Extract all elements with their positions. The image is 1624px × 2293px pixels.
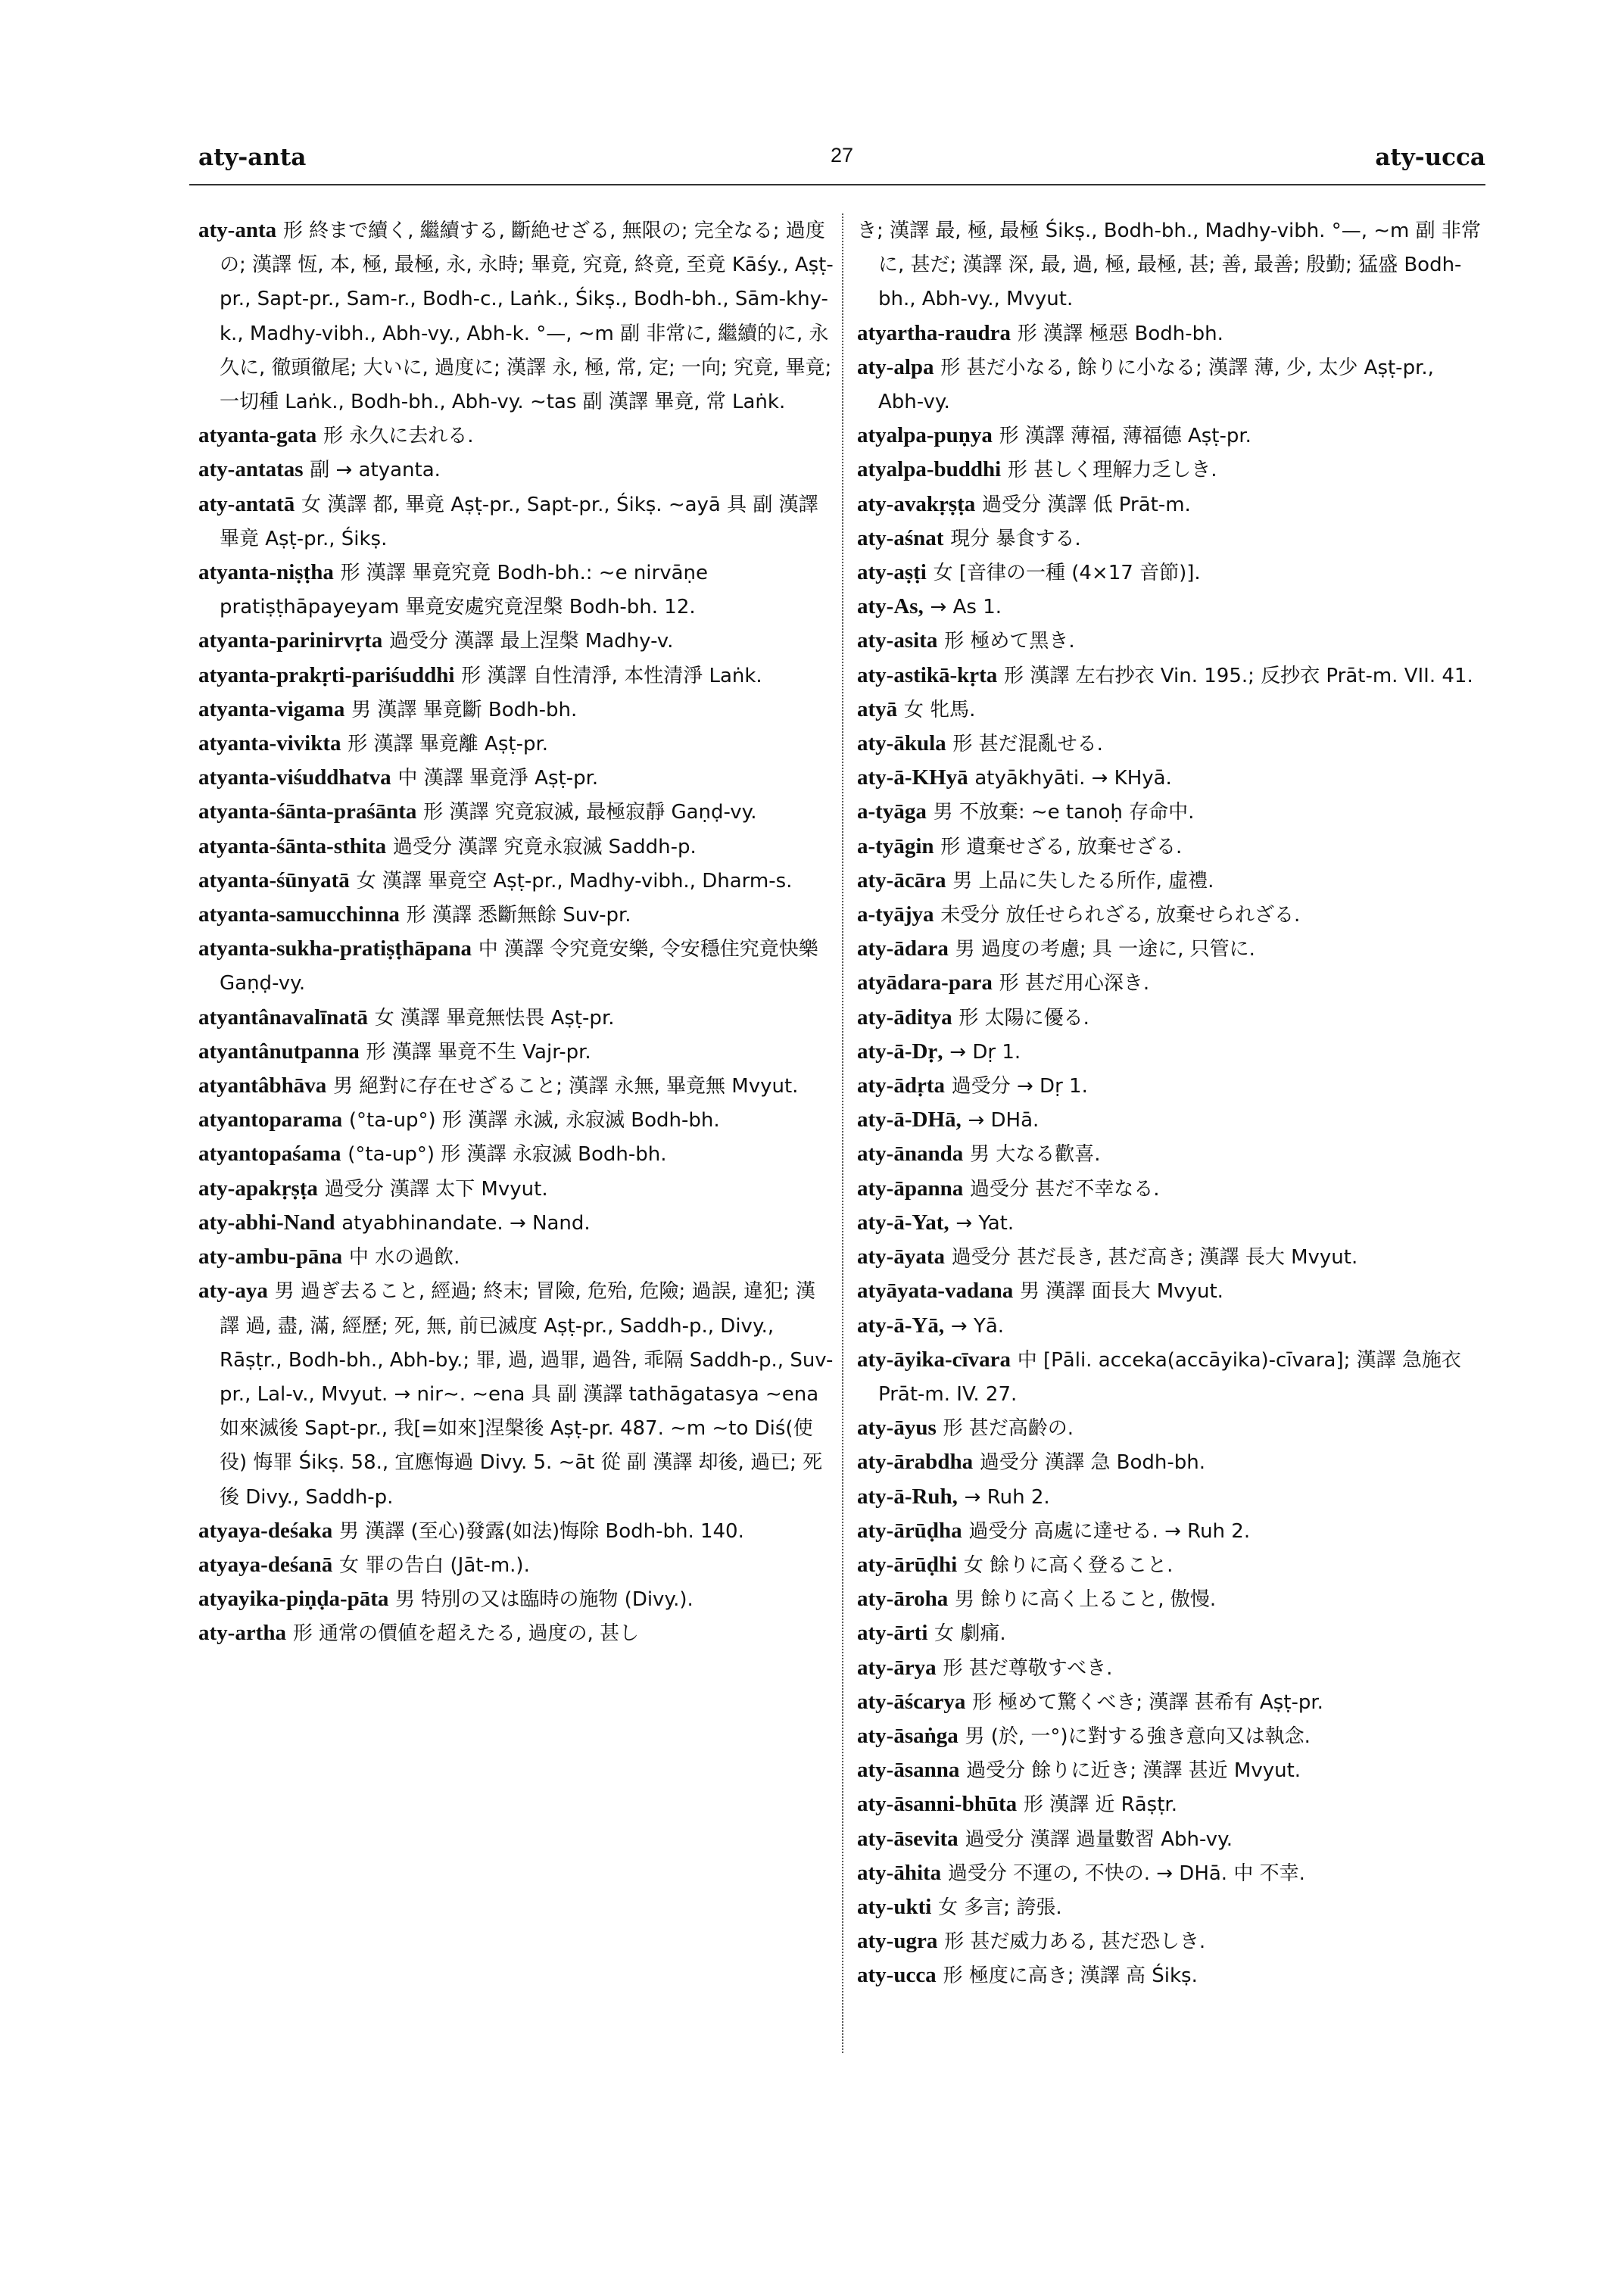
entry-headword: aty-apakṛṣṭa [198, 1176, 318, 1201]
entry-headword: aty-ucca [857, 1963, 937, 1988]
dictionary-entry [198, 1240, 834, 1274]
entry-headword: atyantoparama [198, 1108, 343, 1132]
dictionary-entry [198, 213, 834, 419]
dictionary-entry [198, 727, 834, 761]
entry-definition: → Yā. [950, 1314, 1005, 1338]
dictionary-entry [857, 1651, 1485, 1685]
entry-headword: aty-āsanni-bhūta [857, 1792, 1018, 1817]
entry-definition: 形 漢譯 左右抄衣 Vin. 195.; 反抄衣 Prāt-m. VII. 41. [1004, 664, 1473, 687]
entry-definition: 過受分 漢譯 太下 Mvyut. [324, 1177, 548, 1201]
entry-definition: 女 罪の告白 (Jāt-m.). [338, 1553, 530, 1577]
entry-definition: 男 特別の又は臨時の施物 (Divy.). [395, 1588, 694, 1612]
entry-headword: aty-ā-Dṛ, [857, 1039, 943, 1064]
entry-definition: → Dṛ 1. [949, 1040, 1021, 1064]
dictionary-entry [857, 1924, 1485, 1958]
entry-definition: (°ta-up°) 形 漢譯 永寂滅 Bodh-bh. [348, 1143, 667, 1167]
entry-definition: 形 甚だ高齡の. [943, 1417, 1074, 1441]
entry-definition: 男 漢譯 面長大 Mvyut. [1019, 1280, 1223, 1304]
dictionary-entry [198, 1582, 834, 1616]
dictionary-entry [857, 1001, 1485, 1035]
entry-definition: 中 水の過飲. [348, 1246, 460, 1270]
dictionary-entry [857, 932, 1485, 966]
entry-headword: aty-ā-Yā, [857, 1313, 945, 1338]
entry-headword: atyā [857, 696, 898, 721]
entry-definition: 過受分 甚だ長き, 甚だ高き; 漢譯 長大 Mvyut. [951, 1246, 1358, 1270]
dictionary-entry [857, 1616, 1485, 1650]
entry-headword: aty-āroha [857, 1587, 949, 1612]
dictionary-entry [857, 1685, 1485, 1719]
entry-definition: (°ta-up°) 形 漢譯 永滅, 永寂滅 Bodh-bh. [348, 1109, 720, 1132]
dictionary-entry [857, 1514, 1485, 1548]
dictionary-entry [857, 316, 1485, 350]
entry-headword: atyaya-deśanā [198, 1552, 333, 1577]
entry-headword: aty-āyika-cīvara [857, 1347, 1011, 1372]
entry-headword: a-tyāga [857, 799, 927, 824]
dictionary-entry [198, 898, 834, 932]
entry-headword: aty-āyus [857, 1416, 937, 1441]
entry-headword: aty-āhita [857, 1860, 942, 1885]
entry-definition: 形 漢譯 畢竟離 Aṣṭ-pr. [348, 733, 549, 756]
entry-headword: aty-alpa [857, 354, 934, 379]
entry-headword: aty-āścarya [857, 1689, 966, 1714]
entry-headword: aty-ākula [857, 731, 946, 756]
entry-definition: 形 甚しく理解力乏しき. [1007, 459, 1217, 482]
entry-headword: aty-asita [857, 628, 938, 653]
entry-definition: 男 不放棄: ∼e tanoḥ 存命中. [933, 801, 1195, 824]
dictionary-entry [857, 624, 1485, 658]
entry-headword: atyayika-piṇḍa-pāta [198, 1587, 389, 1612]
entry-definition: 形 甚だ小なる, 餘りに小なる; 漢譯 薄, 少, 太少 Aṣṭ-pr., Abh-vy. [878, 356, 1434, 414]
entry-headword: atyanta-śānta-sthita [198, 833, 387, 858]
entry-definition: 男 (於, 一°)に對する強き意向又は執念. [965, 1724, 1311, 1748]
entry-definition: 形 漢譯 畢竟究竟 Bodh-bh.: ∼e nirvāṇe pratiṣṭhāpayeyam 畢竟安處究竟涅槃 Bodh-bh. 12. [220, 562, 709, 619]
dictionary-entry [857, 864, 1485, 898]
entry-headword: aty-aya [198, 1279, 268, 1304]
dictionary-entry [857, 1411, 1485, 1445]
entry-headword: atyartha-raudra [857, 320, 1011, 345]
entry-definition: 形 漢譯 究竟寂滅, 最極寂靜 Gaṇḍ-vy. [423, 801, 757, 824]
entry-headword: aty-ā-DHā, [857, 1108, 962, 1132]
dictionary-entry [857, 350, 1485, 419]
entry-definition: 中 [Pāli. acceka(accāyika)-cīvara]; 漢譯 急施衣 Prāt-m. IV. 27. [878, 1348, 1461, 1406]
entry-headword: aty-aṣṭi [857, 560, 927, 585]
dictionary-entry [198, 453, 834, 487]
entry-headword: aty-ādara [857, 936, 949, 961]
entry-headword: atyanta-vigama [198, 696, 345, 721]
entry-headword: aty-āyata [857, 1245, 945, 1270]
dictionary-entry [198, 932, 834, 1000]
entry-definition: 女 漢譯 畢竟無怯畏 Aṣṭ-pr. [374, 1006, 615, 1030]
entry-headword: aty-ācāra [857, 868, 946, 893]
entry-headword: atyalpa-buddhi [857, 457, 1002, 482]
entry-definition: 女 牝馬. [903, 698, 976, 721]
page-header [198, 144, 1485, 182]
entry-definition: → DHā. [968, 1109, 1040, 1132]
page-number: 27 [830, 144, 854, 167]
entry-definition: 形 極めて驚くべき; 漢譯 甚希有 Aṣṭ-pr. [972, 1690, 1323, 1714]
dictionary-entry [198, 1206, 834, 1240]
entry-definition: 現分 暴食する. [950, 527, 1081, 550]
dictionary-entry [198, 1548, 834, 1582]
entry-definition: 形 漢譯 薄福, 薄福德 Aṣṭ-pr. [999, 425, 1252, 448]
entry-definition: 女 多言; 誇張. [938, 1896, 1062, 1919]
entry-definition: 女 [音律の一種 (4×17 音節)]. [933, 562, 1201, 585]
dictionary-entry [857, 1035, 1485, 1069]
entry-headword: atyanta-niṣṭha [198, 560, 334, 585]
dictionary-entry [857, 1274, 1485, 1308]
dictionary-entry [857, 1548, 1485, 1582]
dictionary-entry [857, 556, 1485, 590]
dictionary-entry [857, 213, 1485, 316]
entry-headword: aty-ārabdha [857, 1450, 974, 1475]
entry-definition: 過受分 → Dṛ 1. [951, 1075, 1088, 1098]
dictionary-entry [198, 795, 834, 829]
dictionary-entry [857, 795, 1485, 829]
entry-definition: 形 太陽に優る. [959, 1006, 1089, 1030]
header-rule [189, 184, 1485, 185]
entry-headword: aty-ā-KHyā [857, 765, 968, 790]
entry-headword: aty-astikā-kṛta [857, 662, 998, 687]
entry-headword: aty-ārya [857, 1655, 937, 1680]
dictionary-entry [198, 830, 834, 864]
entry-definition: 女 劇痛. [934, 1622, 1006, 1646]
dictionary-entry [857, 488, 1485, 522]
entry-definition: 女 餘りに高く登ること. [963, 1553, 1174, 1577]
dictionary-entry [198, 1035, 834, 1069]
dictionary-entry [857, 1069, 1485, 1103]
entry-definition: 副 → atyanta. [310, 459, 441, 482]
dictionary-entry [198, 1514, 834, 1548]
entry-headword: aty-āsevita [857, 1826, 959, 1851]
entry-definition: き; 漢譯 最, 極, 最極 Śikṣ., Bodh-bh., Madhy-vibh. °—, ∼m 副 非常に, 甚だ; 漢譯 深, 最, 過, 極, 最極, 甚; 善, 最善; 殷勤; 猛盛 Bodh-bh., Abh-vy., Mvyut. [857, 220, 1481, 311]
entry-headword: atyantânutpanna [198, 1039, 360, 1064]
entry-headword: atyanta-samucchinna [198, 902, 400, 927]
entry-definition: 形 漢譯 悉斷無餘 Suv-pr. [406, 904, 631, 927]
dictionary-entry [857, 1103, 1485, 1137]
entry-headword: atyalpa-puṇya [857, 423, 993, 448]
dictionary-entry [857, 1206, 1485, 1240]
entry-definition: 男 漢譯 (至心)發露(如法)悔除 Bodh-bh. 140. [338, 1519, 744, 1543]
dictionary-entry [857, 1480, 1485, 1514]
entry-headword: atyantânavalīnatā [198, 1005, 368, 1030]
entry-definition: atyākhyāti. → KHyā. [974, 767, 1172, 790]
dictionary-entry [198, 624, 834, 658]
entry-headword: atyantopaśama [198, 1142, 341, 1167]
header-left-guide-word: aty-anta [198, 144, 307, 171]
entry-definition: 過受分 不運の, 不快の. → DHā. 中 不幸. [947, 1862, 1305, 1885]
dictionary-entry [198, 693, 834, 727]
dictionary-entry [857, 1582, 1485, 1616]
entry-headword: atyanta-śānta-praśānta [198, 799, 417, 824]
entry-definition: 男 餘りに高く上ること, 傲慢. [955, 1588, 1217, 1612]
dictionary-entry [857, 693, 1485, 727]
dictionary-entry [857, 1822, 1485, 1856]
dictionary-entry [198, 1172, 834, 1206]
entry-definition: 過受分 漢譯 急 Bodh-bh. [979, 1451, 1205, 1475]
dictionary-entry [857, 830, 1485, 864]
dictionary-entry [857, 1137, 1485, 1171]
dictionary-entry [857, 453, 1485, 487]
dictionary-entry [198, 761, 834, 795]
left-column [198, 213, 834, 1651]
entry-definition: 過受分 漢譯 低 Prāt-m. [982, 493, 1191, 516]
entry-definition: 形 極めて黑き. [944, 630, 1075, 653]
dictionary-entry [857, 1309, 1485, 1343]
dictionary-entry [857, 419, 1485, 453]
entry-definition: atyabhinandate. → Nand. [341, 1211, 591, 1235]
entry-headword: atyādara-para [857, 970, 993, 995]
entry-definition: 形 甚だ威力ある, 甚だ恐しき. [944, 1930, 1206, 1954]
entry-headword: aty-āsaṅga [857, 1723, 959, 1748]
entry-headword: aty-āditya [857, 1005, 952, 1030]
entry-definition: 過受分 漢譯 究竟永寂滅 Saddh-p. [392, 835, 697, 858]
entry-definition: 過受分 高處に達せる. → Ruh 2. [968, 1519, 1251, 1543]
dictionary-entry [857, 1719, 1485, 1753]
entry-definition: → Yat. [955, 1211, 1015, 1235]
entry-headword: aty-ārūḍha [857, 1518, 962, 1543]
entry-headword: aty-ānanda [857, 1142, 964, 1167]
entry-definition: 男 絕對に存在せざること; 漢譯 永無, 畢竟無 Mvyut. [332, 1075, 799, 1098]
entry-headword: aty-aśnat [857, 525, 944, 550]
entry-definition: 女 漢譯 都, 畢竟 Aṣṭ-pr., Sapt-pr., Śikṣ. ∼ayā 具 副 漢譯 畢竟 Aṣṭ-pr., Śikṣ. [220, 493, 818, 550]
entry-definition: 過受分 漢譯 過量數習 Abh-vy. [965, 1827, 1233, 1851]
entry-definition: 過受分 餘りに近き; 漢譯 甚近 Mvyut. [966, 1759, 1301, 1783]
entry-headword: aty-ukti [857, 1894, 932, 1919]
header-right-guide-word: aty-ucca [1375, 144, 1485, 171]
entry-definition: 中 漢譯 畢竟淨 Aṣṭ-pr. [397, 767, 599, 790]
entry-headword: aty-ā-Ruh, [857, 1484, 958, 1509]
entry-headword: atyanta-parinirvṛta [198, 628, 383, 653]
entry-definition: 形 極度に高き; 漢譯 高 Śikṣ. [943, 1964, 1198, 1988]
entry-definition: → As 1. [930, 596, 1002, 619]
dictionary-entry [198, 1001, 834, 1035]
entry-headword: aty-āpanna [857, 1176, 964, 1201]
entry-definition: 男 漢譯 畢竟斷 Bodh-bh. [351, 698, 578, 721]
entry-headword: atyanta-viśuddhatva [198, 765, 391, 790]
dictionary-entry [857, 1856, 1485, 1890]
dictionary-entry [198, 488, 834, 556]
dictionary-entry [857, 1890, 1485, 1924]
entry-headword: atyanta-sukha-pratiṣṭhāpana [198, 936, 472, 961]
entry-headword: aty-As, [857, 594, 924, 619]
entry-definition: 女 漢譯 畢竟空 Aṣṭ-pr., Madhy-vibh., Dharm-s. [356, 869, 793, 893]
entry-definition: 男 上品に失したる所作, 虛禮. [952, 869, 1214, 893]
entry-headword: aty-abhi-Nand [198, 1210, 335, 1235]
entry-headword: atyaya-deśaka [198, 1518, 333, 1543]
entry-headword: aty-ambu-pāna [198, 1245, 343, 1270]
entry-definition: 形 甚だ尊敬すべき. [943, 1656, 1113, 1680]
dictionary-entry [198, 659, 834, 693]
entry-definition: 形 通常の價値を超えたる, 過度の, 甚し [292, 1622, 640, 1646]
dictionary-entry [198, 1103, 834, 1137]
entry-headword: aty-ugra [857, 1929, 938, 1954]
dictionary-entry [857, 898, 1485, 932]
entry-definition: 形 終まで續く, 繼續する, 斷絶せざる, 無限の; 完全なる; 過度の; 漢譯 恆, 本, 極, 最極, 永, 永時; 畢竟, 究竟, 終竟, 至竟 Kāśy., Aṣṭ-pr., Sapt-pr., Sam-r., Bodh-c., Laṅk., Śikṣ., Bodh-bh., Sām-khy-k., Madhy-vibh., Abh-vy., Abh-k. °—, ∼m 副 非常に, 繼續的に, 永久に, 徹頭徹尾; 大いに, 過度に; 漢譯 永, 極, 常, 定; 一向; 究竟, 畢竟; 一切種 Laṅk., Bodh-bh., Abh-vy. ∼tas 副 漢譯 畢竟, 常 Laṅk. [220, 220, 834, 414]
dictionary-entry [857, 1445, 1485, 1479]
entry-definition: 形 永久に去れる. [323, 425, 474, 448]
dictionary-entry [857, 522, 1485, 556]
entry-definition: → Ruh 2. [964, 1485, 1050, 1509]
dictionary-entry [857, 1343, 1485, 1411]
dictionary-entry [857, 1753, 1485, 1787]
entry-definition: 形 甚だ混亂せる. [952, 733, 1103, 756]
dictionary-entry [198, 1274, 834, 1513]
entry-headword: atyanta-gata [198, 423, 317, 448]
entry-definition: 形 漢譯 畢竟不生 Vajr-pr. [366, 1040, 591, 1064]
dictionary-entry [198, 556, 834, 624]
dictionary-entry [857, 727, 1485, 761]
entry-definition: 過受分 甚だ不幸なる. [969, 1177, 1160, 1201]
entry-headword: aty-ārūḍhi [857, 1552, 958, 1577]
entry-headword: atyāyata-vadana [857, 1279, 1014, 1304]
entry-definition: 形 漢譯 近 Rāṣṭr. [1023, 1793, 1177, 1817]
dictionary-entry [198, 1069, 834, 1103]
dictionary-entry [857, 659, 1485, 693]
entry-headword: aty-avakṛṣṭa [857, 491, 976, 516]
entry-definition: 形 遺棄せざる, 放棄せざる. [940, 835, 1183, 858]
dictionary-entry [857, 1172, 1485, 1206]
entry-headword: aty-artha [198, 1621, 286, 1646]
entry-headword: aty-ādṛta [857, 1073, 945, 1098]
dictionary-entry [198, 864, 834, 898]
entry-definition: 形 漢譯 極惡 Bodh-bh. [1017, 322, 1223, 345]
entry-headword: aty-anta [198, 218, 277, 242]
dictionary-entry [857, 590, 1485, 624]
entry-definition: 形 漢譯 自性清淨, 本性清淨 Laṅk. [461, 664, 762, 687]
dictionary-entry [198, 1137, 834, 1171]
entry-definition: 形 甚だ用心深き. [999, 972, 1150, 995]
entry-headword: aty-antatā [198, 491, 295, 516]
right-column [857, 213, 1485, 1993]
dictionary-entry [857, 966, 1485, 1000]
dictionary-entry [857, 761, 1485, 795]
dictionary-entry [857, 1787, 1485, 1821]
dictionary-entry [857, 1240, 1485, 1274]
entry-headword: atyantâbhāva [198, 1073, 327, 1098]
column-separator [842, 213, 844, 2053]
entry-headword: atyanta-vivikta [198, 731, 341, 756]
entry-definition: 男 過ぎ去ること, 經過; 終末; 冒險, 危殆, 危險; 過誤, 違犯; 漢譯 過, 盡, 滿, 經歷; 死, 無, 前已滅度 Aṣṭ-pr., Saddh-p., Divy., Rāṣṭr., Bodh-bh., Abh-by.; 罪, 過, 過罪, 過咎, 乖隔 Saddh-p., Suv-pr., Lal-v., Mvyut. → nir∼. ∼ena 具 副 漢譯 tathāgatasya ∼ena 如來滅後 Sapt-pr., 我[=如來]涅槃後 Aṣṭ-pr. 487. ∼m ∼to Diś(使役) 悔罪 Śikṣ. 58., 宜應悔過 Divy. 5. ∼āt 從 副 漢譯 却後, 過已; 死後 Divy., Saddh-p. [220, 1280, 834, 1509]
entry-definition: 中 漢譯 令究竟安樂, 令安穩住究竟快樂 Gaṇḍ-vy. [220, 938, 818, 995]
entry-headword: aty-ā-Yat, [857, 1210, 949, 1235]
dictionary-entry [198, 419, 834, 453]
entry-definition: 過受分 漢譯 最上涅槃 Madhy-v. [389, 630, 674, 653]
entry-headword: aty-antatas [198, 457, 304, 482]
entry-headword: aty-āsanna [857, 1758, 960, 1783]
dictionary-entry [857, 1958, 1485, 1992]
entry-definition: 未受分 放任せられざる, 放棄せられざる. [940, 904, 1301, 927]
entry-headword: atyanta-prakṛti-pariśuddhi [198, 662, 455, 687]
entry-definition: 男 大なる歡喜. [969, 1143, 1101, 1167]
entry-definition: 男 過度の考慮; 具 一途に, 只管に. [955, 938, 1255, 961]
entry-headword: a-tyājya [857, 902, 934, 927]
dictionary-entry [198, 1616, 834, 1650]
entry-headword: atyanta-śūnyatā [198, 868, 350, 893]
entry-headword: a-tyāgin [857, 833, 934, 858]
entry-headword: aty-ārti [857, 1621, 928, 1646]
